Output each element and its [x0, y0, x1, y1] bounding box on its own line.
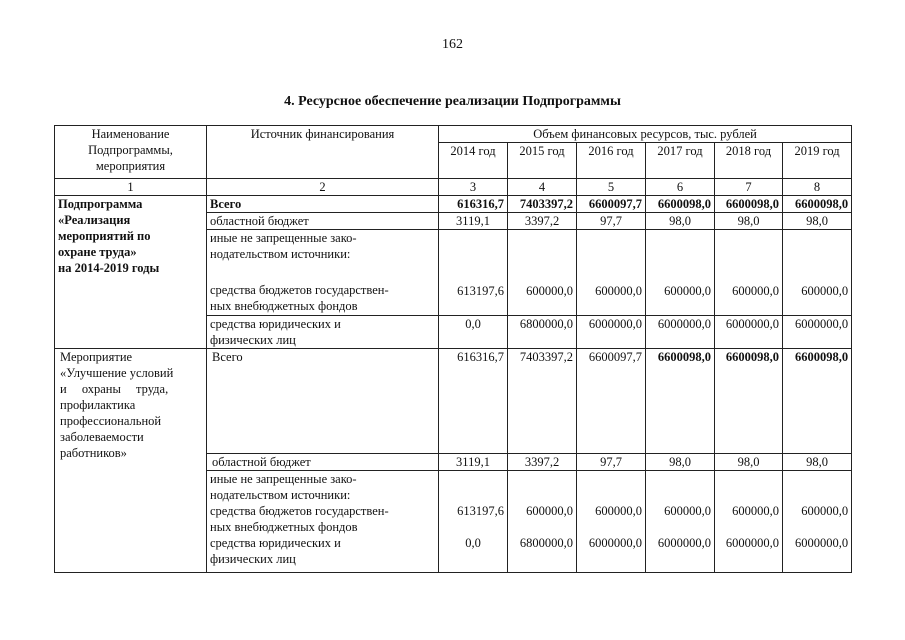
value-cell: 98,0 [715, 213, 783, 230]
measure-name-line: Мероприятие [60, 350, 133, 364]
page-number: 162 [442, 37, 463, 52]
value-cell: 600000,0 [526, 504, 573, 518]
value-cell: 3397,2 [508, 454, 577, 471]
header-year: 2017 год [646, 143, 715, 179]
program-name-line: «Реализация [58, 213, 131, 227]
col-number: 7 [715, 179, 783, 196]
value-cell: 6600097,7 [577, 349, 646, 454]
measure-name-line: профессиональной [60, 414, 162, 428]
header-source: Источник финансирования [207, 126, 439, 179]
source-line: средства юридических и [210, 317, 341, 331]
value-cell: 97,7 [577, 454, 646, 471]
value-cell: 6600098,0 [783, 349, 852, 454]
header-year: 2014 год [439, 143, 508, 179]
measure-name-line: «Улучшение условий [60, 366, 174, 380]
header-year: 2016 год [577, 143, 646, 179]
value-cell: 613197,6 [457, 504, 504, 518]
value-cell: 616316,7 [439, 349, 508, 454]
source-label: областной бюджет [207, 454, 439, 471]
value-cell: 98,0 [783, 454, 852, 471]
value-pair [577, 471, 646, 573]
value-cell: 600000,0 [595, 504, 642, 518]
source-line: иные не запрещенные зако- [210, 472, 357, 486]
value-cell: 6800000,0 [519, 536, 573, 550]
source-label [207, 316, 439, 349]
source-line: средства юридических и [210, 536, 341, 550]
value-cell: 6000000,0 [657, 536, 711, 550]
program-name [55, 196, 207, 349]
value-cell: 6600098,0 [715, 196, 783, 213]
value-cell: 6600098,0 [783, 196, 852, 213]
value-cell: 6000000,0 [715, 316, 783, 349]
source-line: нодательством источники: [210, 247, 351, 261]
source-line: физических лиц [210, 333, 296, 347]
source-label [207, 230, 439, 316]
value-pair [783, 471, 852, 573]
value-cell: 600000,0 [783, 230, 852, 316]
value-cell: 6000000,0 [577, 316, 646, 349]
value-cell: 3397,2 [508, 213, 577, 230]
source-line: ных внебюджетных фондов [210, 520, 358, 534]
col-number: 6 [646, 179, 715, 196]
value-pair [715, 471, 783, 573]
header-volume: Объем финансовых ресурсов, тыс. рублей [439, 126, 852, 143]
value-cell: 98,0 [715, 454, 783, 471]
col-number: 4 [508, 179, 577, 196]
source-line: нодательством источники: [210, 488, 351, 502]
value-cell: 616316,7 [439, 196, 508, 213]
value-cell: 0,0 [439, 316, 508, 349]
value-cell: 6600097,7 [577, 196, 646, 213]
col-number: 3 [439, 179, 508, 196]
value-cell: 6000000,0 [794, 536, 849, 550]
value-cell: 6000000,0 [783, 316, 852, 349]
value-cell: 3119,1 [439, 454, 508, 471]
measure-name-line: и охраны труда, [60, 382, 169, 396]
source-line: физических лиц [210, 552, 296, 566]
value-cell: 613197,6 [439, 230, 508, 316]
col-number: 8 [783, 179, 852, 196]
source-label: Всего [207, 196, 439, 213]
value-cell: 6600098,0 [646, 196, 715, 213]
program-name-line: мероприятий по [58, 229, 151, 243]
value-cell: 98,0 [646, 454, 715, 471]
value-cell: 6600098,0 [646, 349, 715, 454]
value-cell: 600000,0 [577, 230, 646, 316]
program-name-line: Подпрограмма [58, 197, 143, 211]
source-label: Всего [207, 349, 439, 454]
value-pair [508, 471, 577, 573]
resource-table [54, 125, 852, 573]
value-cell: 6800000,0 [508, 316, 577, 349]
program-name-line: на 2014-2019 годы [58, 261, 160, 275]
header-year: 2015 год [508, 143, 577, 179]
value-cell: 600000,0 [664, 504, 711, 518]
section-title: 4. Ресурсное обеспечение реализации Подпрограммы [284, 94, 621, 109]
value-cell: 6000000,0 [588, 536, 642, 550]
program-name-line: охране труда» [58, 245, 137, 259]
value-cell: 98,0 [646, 213, 715, 230]
value-cell: 600000,0 [646, 230, 715, 316]
value-cell: 6600098,0 [715, 349, 783, 454]
measure-total-row [55, 349, 852, 454]
col-number: 5 [577, 179, 646, 196]
value-cell: 6000000,0 [646, 316, 715, 349]
measure-name-line: профилактика [60, 398, 136, 412]
source-line: иные не запрещенные зако- [210, 231, 357, 245]
col-number: 1 [55, 179, 207, 196]
value-cell: 98,0 [783, 213, 852, 230]
source-line: средства бюджетов государствен- [210, 283, 389, 297]
value-cell: 0,0 [465, 536, 481, 550]
value-cell: 600000,0 [508, 230, 577, 316]
value-pair [646, 471, 715, 573]
col-number: 2 [207, 179, 439, 196]
header-year: 2019 год [783, 143, 852, 179]
value-cell: 7403397,2 [508, 349, 577, 454]
header-name: Наименование Подпрограммы, мероприятия [55, 126, 207, 179]
measure-name-line: работников» [60, 446, 127, 460]
value-cell: 97,7 [577, 213, 646, 230]
program-total-row [55, 196, 852, 213]
value-pair [439, 471, 508, 573]
value-cell: 7403397,2 [508, 196, 577, 213]
source-label: областной бюджет [207, 213, 439, 230]
value-cell: 6000000,0 [725, 536, 779, 550]
source-line: ных внебюджетных фондов [210, 299, 358, 313]
value-cell: 600000,0 [715, 230, 783, 316]
measure-name [55, 349, 207, 573]
value-cell: 600000,0 [732, 504, 779, 518]
value-cell: 3119,1 [439, 213, 508, 230]
measure-name-line: заболеваемости [60, 430, 144, 444]
source-line: средства бюджетов государствен- [210, 504, 389, 518]
header-year: 2018 год [715, 143, 783, 179]
value-cell: 600000,0 [801, 504, 849, 518]
source-label [207, 471, 439, 573]
